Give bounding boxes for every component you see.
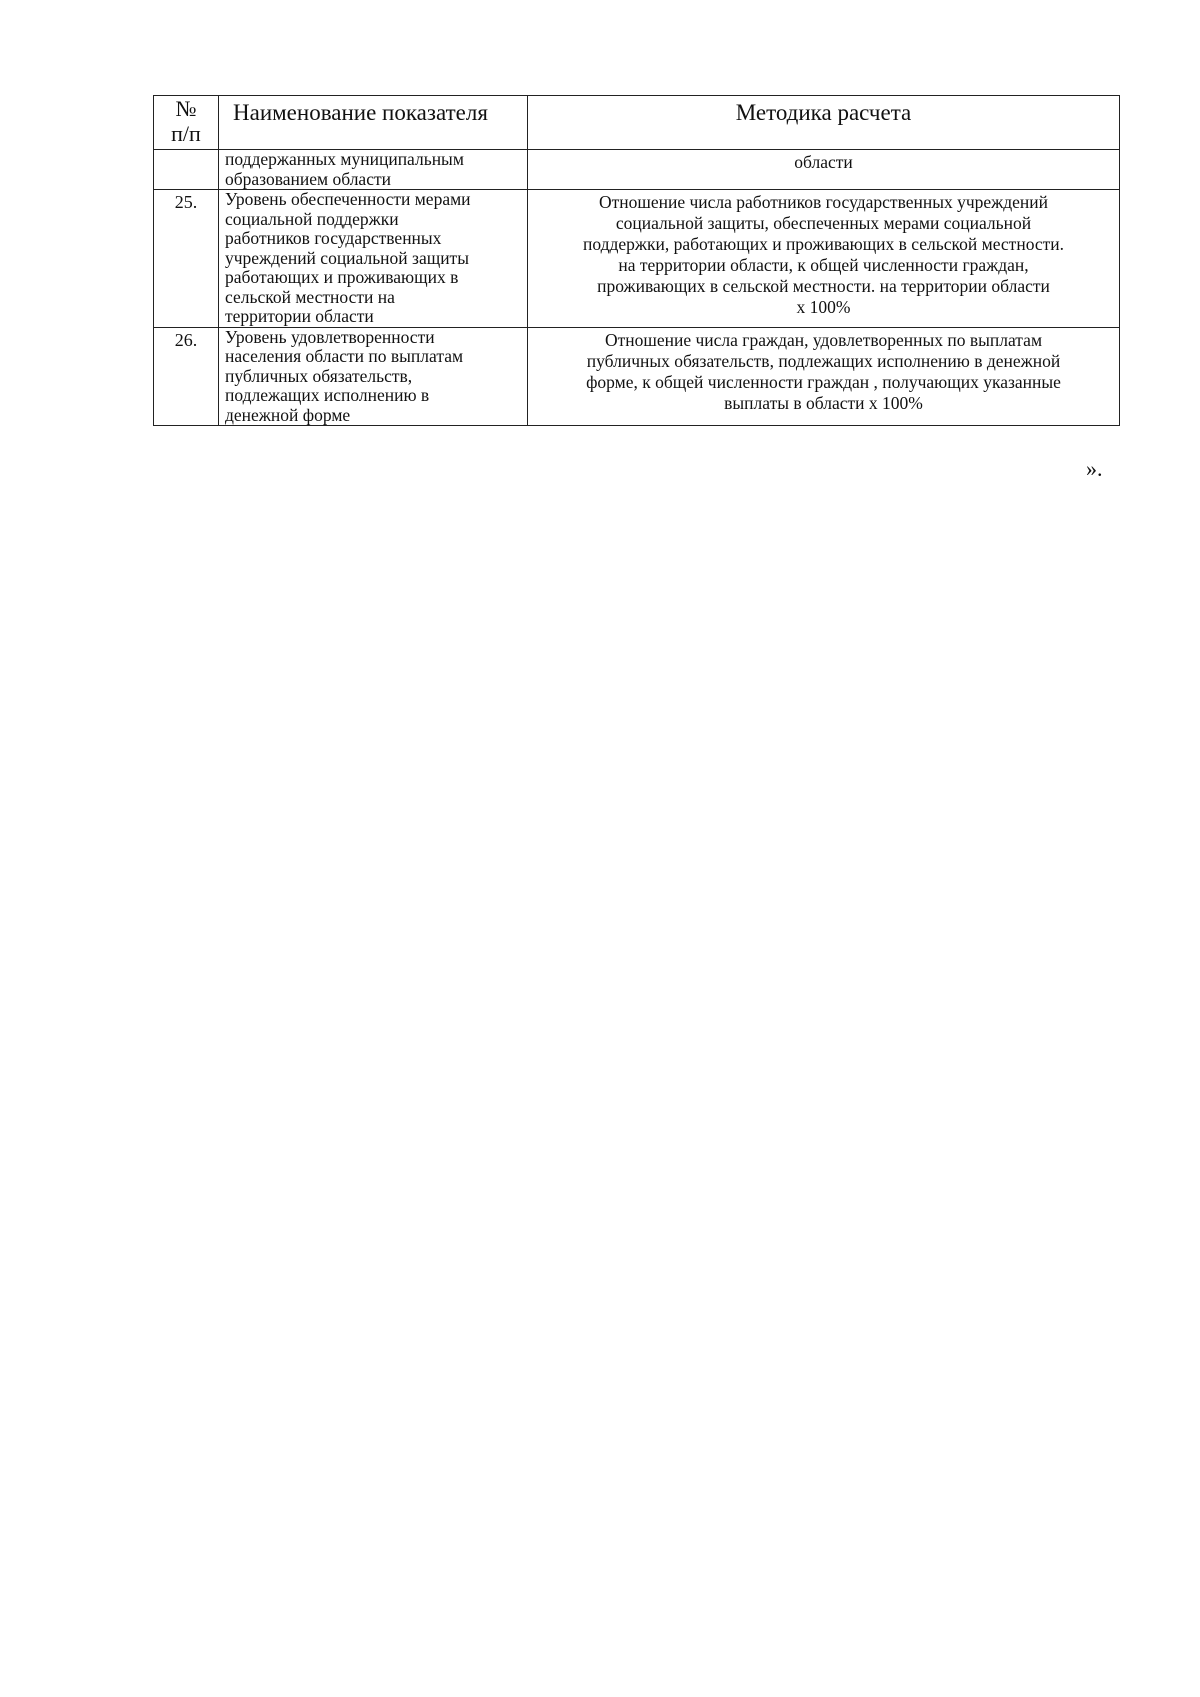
indicators-table	[153, 95, 1120, 426]
indicator-name-line: сельской местности на	[225, 286, 395, 307]
indicator-name-cell	[219, 150, 528, 190]
table-body	[154, 150, 1120, 426]
table-row	[154, 327, 1120, 426]
calculation-method-line: х 100%	[796, 297, 851, 317]
indicator-name-line: Уровень удовлетворенности	[225, 326, 435, 347]
indicator-name-line: образованием области	[225, 168, 391, 189]
calculation-method-line: на территории области, к общей численности граждан,	[618, 255, 1029, 275]
calculation-method-line: Отношение числа граждан, удовлетворенных по выплатам	[604, 329, 1043, 350]
header-number-symbol: №	[175, 96, 197, 121]
header-number	[154, 96, 219, 150]
header-calculation-method-text: Методика расчета	[735, 100, 912, 125]
closing-quote-mark: ».	[1086, 456, 1103, 481]
calculation-method-cell	[528, 190, 1120, 328]
calculation-method-line: публичных обязательств, подлежащих исполнению в денежной	[586, 350, 1061, 371]
header-number-pp: п/п	[171, 121, 201, 146]
calculation-method-line: форме, к общей численности граждан , получающих указанные	[586, 371, 1061, 392]
indicator-name-line: населения области по выплатам	[225, 346, 464, 366]
row-number	[154, 150, 219, 190]
header-indicator-name-text: Наименование показателя	[233, 100, 488, 125]
table-row	[154, 150, 1120, 190]
calculation-method-cell	[528, 150, 1120, 190]
indicator-name-cell	[219, 190, 528, 328]
indicator-name-line: работников государственных	[225, 228, 442, 248]
indicator-name-line: территории области	[225, 306, 374, 326]
calculation-method-line: поддержки, работающих и проживающих в сельской местности.	[582, 234, 1065, 254]
table-row	[154, 190, 1120, 328]
row-number: 26.	[154, 327, 219, 426]
indicator-name-line: подлежащих исполнению в	[225, 385, 430, 405]
header-indicator-name	[219, 96, 528, 150]
indicator-name-line: публичных обязательств,	[225, 365, 413, 386]
indicator-name-line: социальной поддержки	[225, 208, 399, 229]
calculation-method-line: области	[794, 152, 853, 172]
calculation-method-line: Отношение числа работников государственных учреждений	[598, 192, 1049, 212]
calculation-method-line: проживающих в сельской местности. на территории области	[597, 276, 1050, 296]
indicator-name-line: работающих и проживающих в	[225, 267, 459, 287]
indicator-name-line: учреждений социальной защиты	[225, 247, 469, 268]
table-header-row	[154, 96, 1120, 150]
indicator-name-cell	[219, 327, 528, 426]
indicator-name-line: денежной форме	[225, 404, 351, 425]
row-number: 25.	[154, 190, 219, 328]
calculation-method-line: социальной защиты, обеспеченных мерами социальной	[615, 213, 1032, 233]
header-calculation-method	[528, 96, 1120, 150]
indicator-name-line: Уровень обеспеченности мерами	[225, 189, 471, 209]
calculation-method-cell	[528, 327, 1120, 426]
calculation-method-line: выплаты в области х 100%	[724, 392, 923, 413]
indicator-name-line: поддержанных муниципальным	[225, 149, 464, 169]
